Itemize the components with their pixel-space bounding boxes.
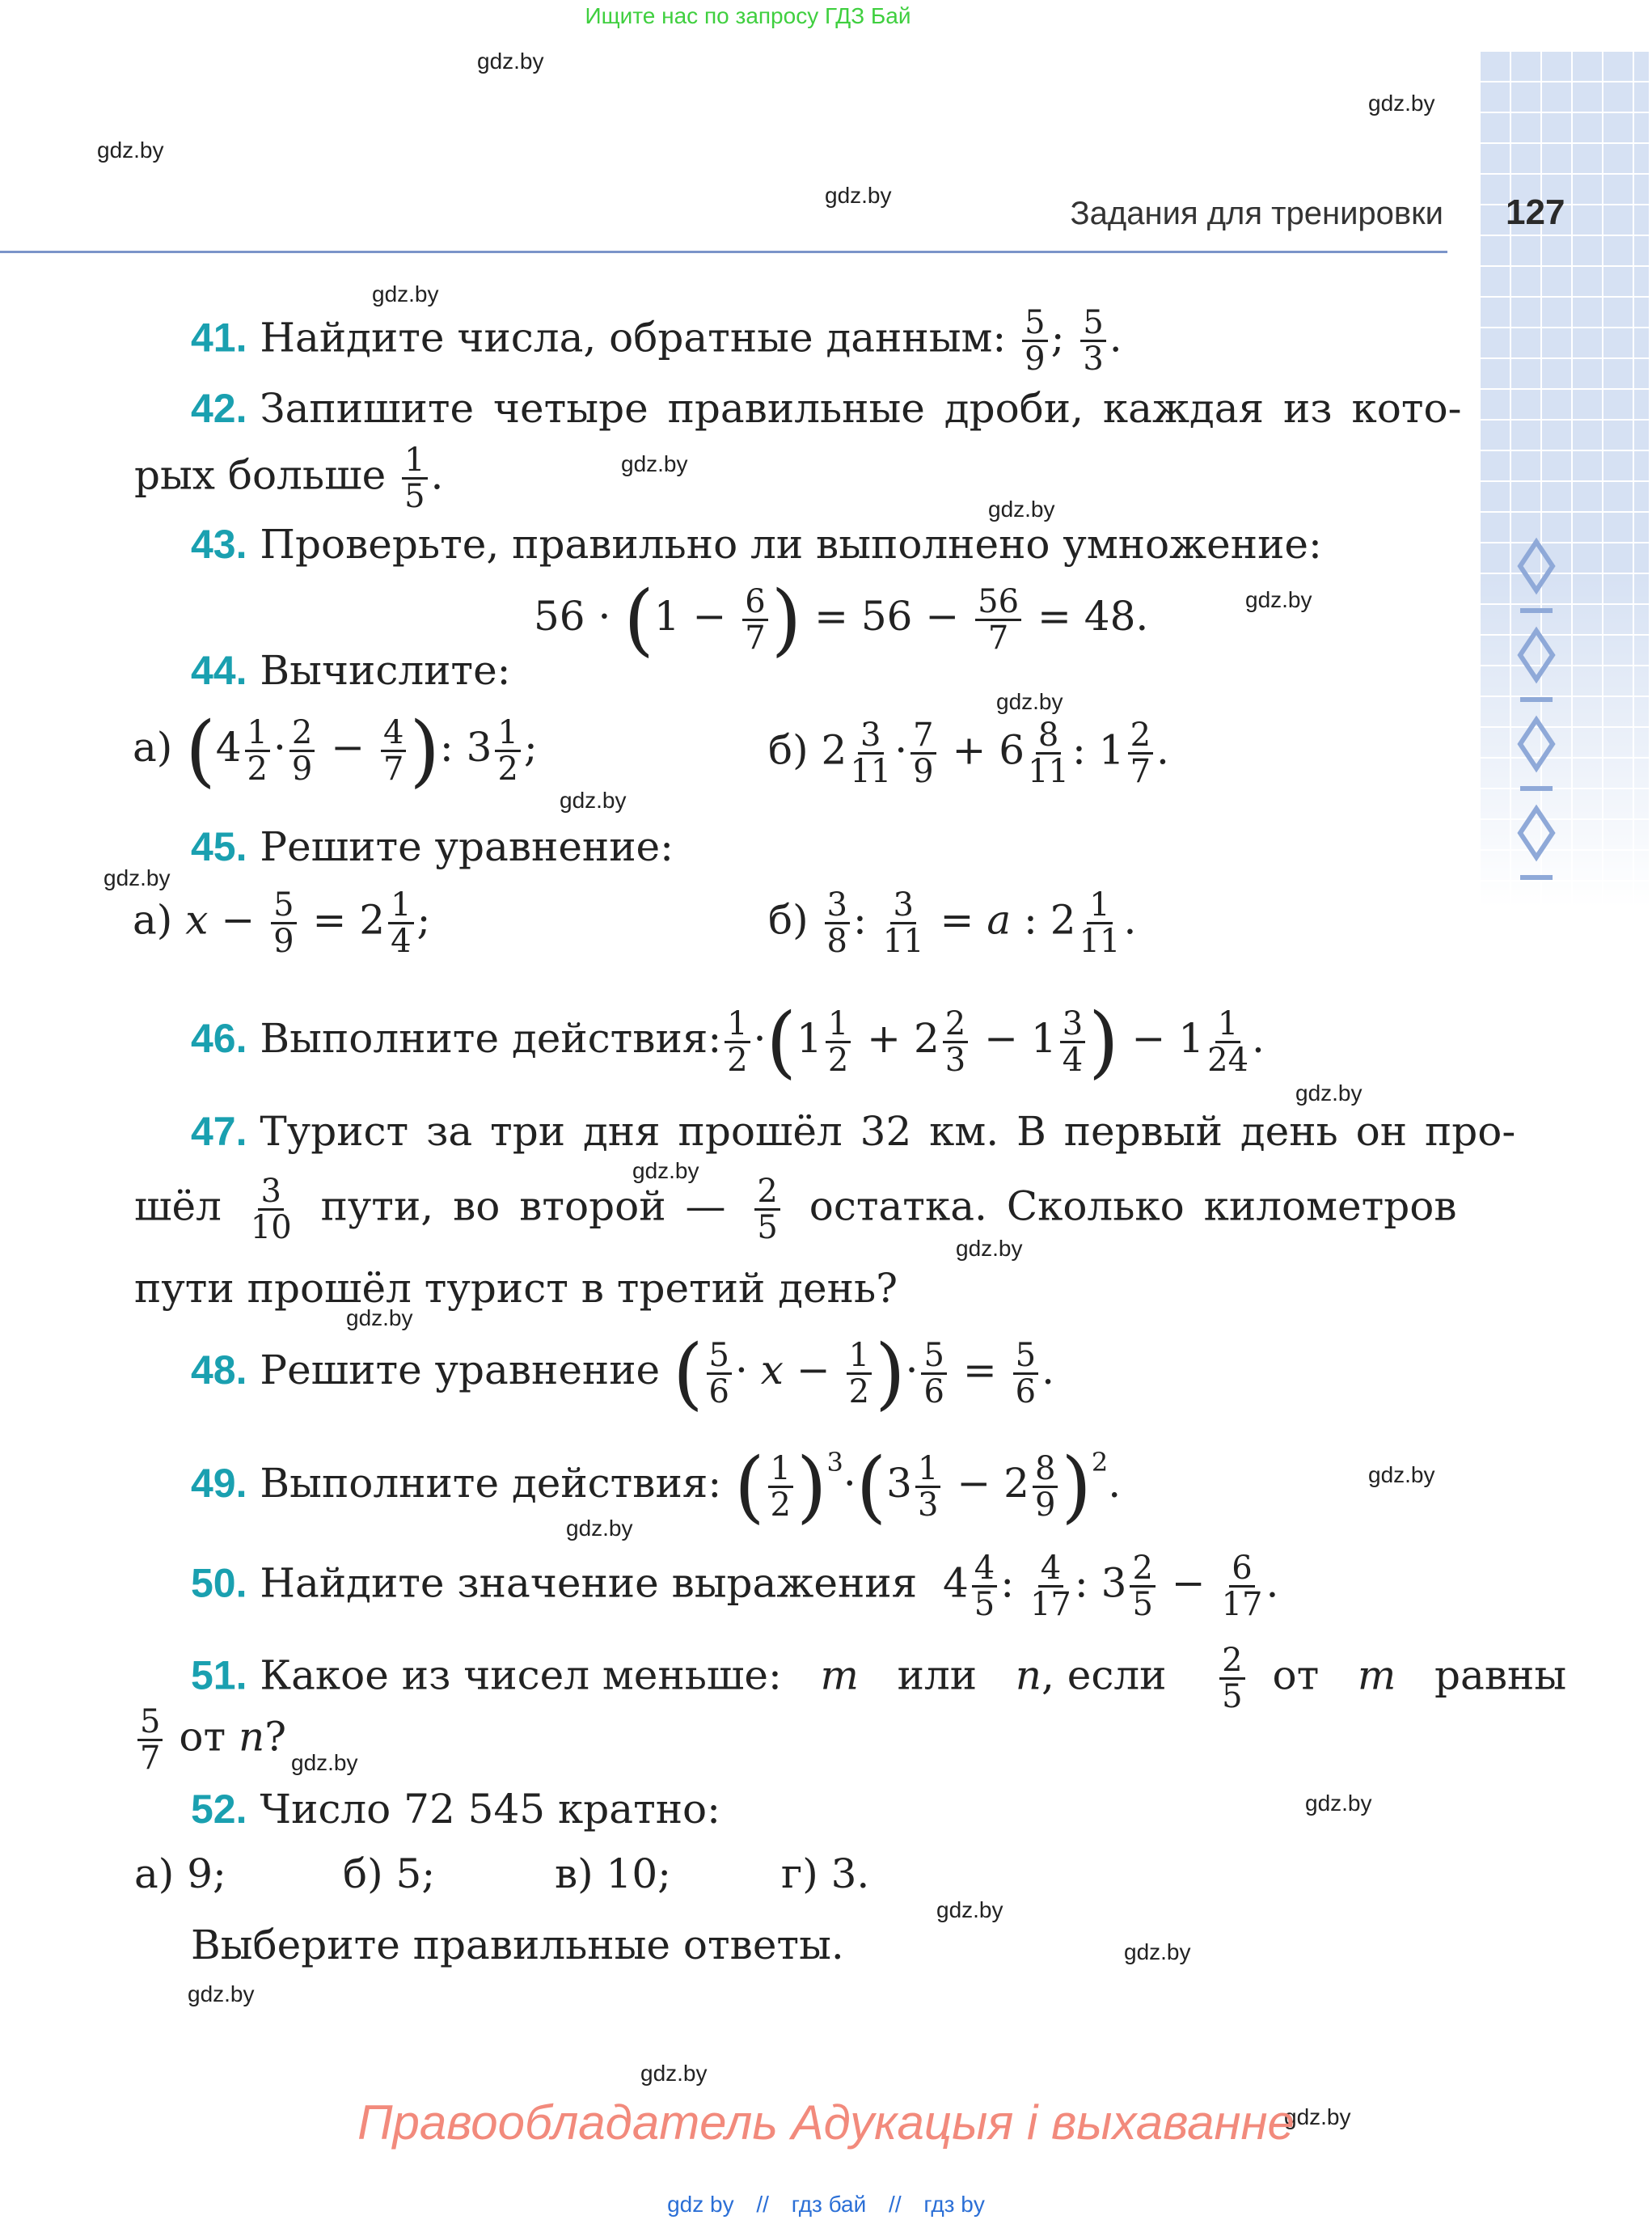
watermark: gdz.by — [291, 1750, 358, 1775]
task-52: 52. Число 72 545 кратно: — [191, 1786, 721, 1833]
task-41: 41. Найдите числа, обратные данным: $\frac{5}{9}$ ; $\frac{5}{3}$ . — [191, 304, 1122, 378]
watermark: gdz.by — [632, 1158, 699, 1183]
page-tab — [1479, 50, 1649, 907]
task-44-b: б) 2 $\frac{3}{11}$ · $\frac{7}{9}$ + 6 $\frac{8}{11}$ : 1 $\frac{2}{7}$ . — [768, 717, 1169, 790]
watermark: gdz.by — [1284, 2104, 1351, 2129]
watermark: gdz.by — [372, 281, 439, 307]
watermark: gdz.by — [640, 2061, 708, 2086]
task-52-option: б) 5; — [343, 1850, 436, 1897]
footer-link[interactable]: gdz by — [667, 2192, 734, 2217]
watermark: gdz.by — [825, 183, 892, 208]
task-52-option: в) 10; — [555, 1850, 672, 1897]
task-43: 43. Проверьте, правильно ли выполнено умножение: — [191, 521, 1322, 568]
watermark: gdz.by — [566, 1516, 633, 1541]
watermark: gdz.by — [988, 497, 1055, 522]
watermark: gdz.by — [560, 788, 627, 813]
task-47-cont2: пути прошёл турист в третий день? — [134, 1265, 898, 1312]
footer-link[interactable]: гдз by — [923, 2192, 985, 2217]
section-title: Задания для тренировки — [1070, 196, 1443, 231]
task-52-option: а) 9; — [134, 1850, 226, 1897]
watermark: gdz.by — [1245, 587, 1312, 612]
footer-separator: // — [756, 2192, 769, 2217]
watermark: gdz.by — [188, 1981, 255, 2006]
watermark: gdz.by — [1295, 1080, 1363, 1106]
page-number: 127 — [1506, 192, 1565, 232]
task-52-instruction: Выберите правильные ответы. — [191, 1922, 844, 1968]
task-45: 45. Решите уравнение: — [191, 823, 674, 870]
task-52-option: г) 3. — [781, 1850, 870, 1897]
task-45-b: б) $\frac{3}{8}$ : $\frac{3}{11}$ = a : 2 $\frac{1}{11}$ . — [768, 886, 1137, 960]
task-42: 42. Запишите четыре правильные дроби, каждая из кото- — [191, 385, 1462, 432]
task-47-cont: шёл $\frac{3}{10}$ пути, во второй — $\frac{2}{5}$ остатка. Сколько километров — [134, 1173, 1457, 1246]
task-43-expression: 56 · (1 − $\frac{6}{7}$ ) = 56 − $\frac{56}{7}$ = 48. — [534, 574, 1149, 665]
header-divider — [0, 251, 1447, 253]
watermark: gdz.by — [346, 1305, 413, 1330]
watermark: gdz.by — [621, 451, 688, 476]
task-50: 50. Найдите значение выражения 4 $\frac{4}{5}$ : $\frac{4}{17}$ : 3 $\frac{2}{5}$ − $\frac{6}{17}$ . — [191, 1550, 1279, 1623]
watermark: gdz.by — [936, 1897, 1003, 1922]
watermark: gdz.by — [1305, 1791, 1372, 1816]
footer-links — [0, 2192, 1652, 2218]
watermark: gdz.by — [97, 137, 164, 163]
task-44-a: а) (4 $\frac{1}{2}$ · $\frac{2}{9}$ − $\frac{4}{7}$ ): 3 $\frac{1}{2}$ ; — [133, 705, 538, 796]
ornament-icon — [1512, 534, 1561, 906]
task-51: 51. Какое из чисел меньше: m или n, если $\frac{2}{5}$ от m равны — [191, 1642, 1567, 1715]
watermark: gdz.by — [104, 865, 171, 890]
watermark: gdz.by — [956, 1236, 1023, 1261]
watermark: gdz.by — [477, 49, 544, 74]
task-42-cont: рых больше $\frac{1}{5}$ . — [134, 442, 444, 515]
watermark: gdz.by — [1368, 91, 1435, 116]
task-44: 44. Вычислите: — [191, 647, 511, 694]
task-51-cont: $\frac{5}{7}$ от n? — [134, 1705, 286, 1775]
footer-separator: // — [889, 2192, 902, 2217]
search-banner[interactable]: Ищите нас по запросу ГДЗ Бай — [585, 3, 911, 28]
watermark: gdz.by — [1368, 1462, 1435, 1487]
task-45-a: а) x − $\frac{5}{9}$ = 2 $\frac{1}{4}$ ; — [133, 886, 431, 960]
footer-link[interactable]: гдз бай — [791, 2192, 867, 2217]
task-47: 47. Турист за три дня прошёл 32 км. В первый день он про- — [191, 1108, 1516, 1155]
task-49: 49. Выполните действия: ( $\frac{1}{2}$ )$^3$·(3 $\frac{1}{3}$ − 2 $\frac{8}{9}$ )$^2$. — [191, 1441, 1122, 1532]
task-46: 46. Выполните действия: $\frac{1}{2}$ ·(1 $\frac{1}{2}$ + 2 $\frac{2}{3}$ − 1 $\frac{3}{4}$ ) − 1 $\frac{1}{24}$ . — [191, 996, 1265, 1087]
watermark: gdz.by — [996, 689, 1063, 714]
task-48: 48. Решите уравнение ( $\frac{5}{6}$ · x − $\frac{1}{2}$ )· $\frac{5}{6}$ = $\frac{5}{6}$ . — [191, 1328, 1054, 1419]
watermark: gdz.by — [1124, 1939, 1191, 1964]
copyright-notice: Правообладатель Адукацыя і выхаванне — [357, 2095, 1295, 2150]
